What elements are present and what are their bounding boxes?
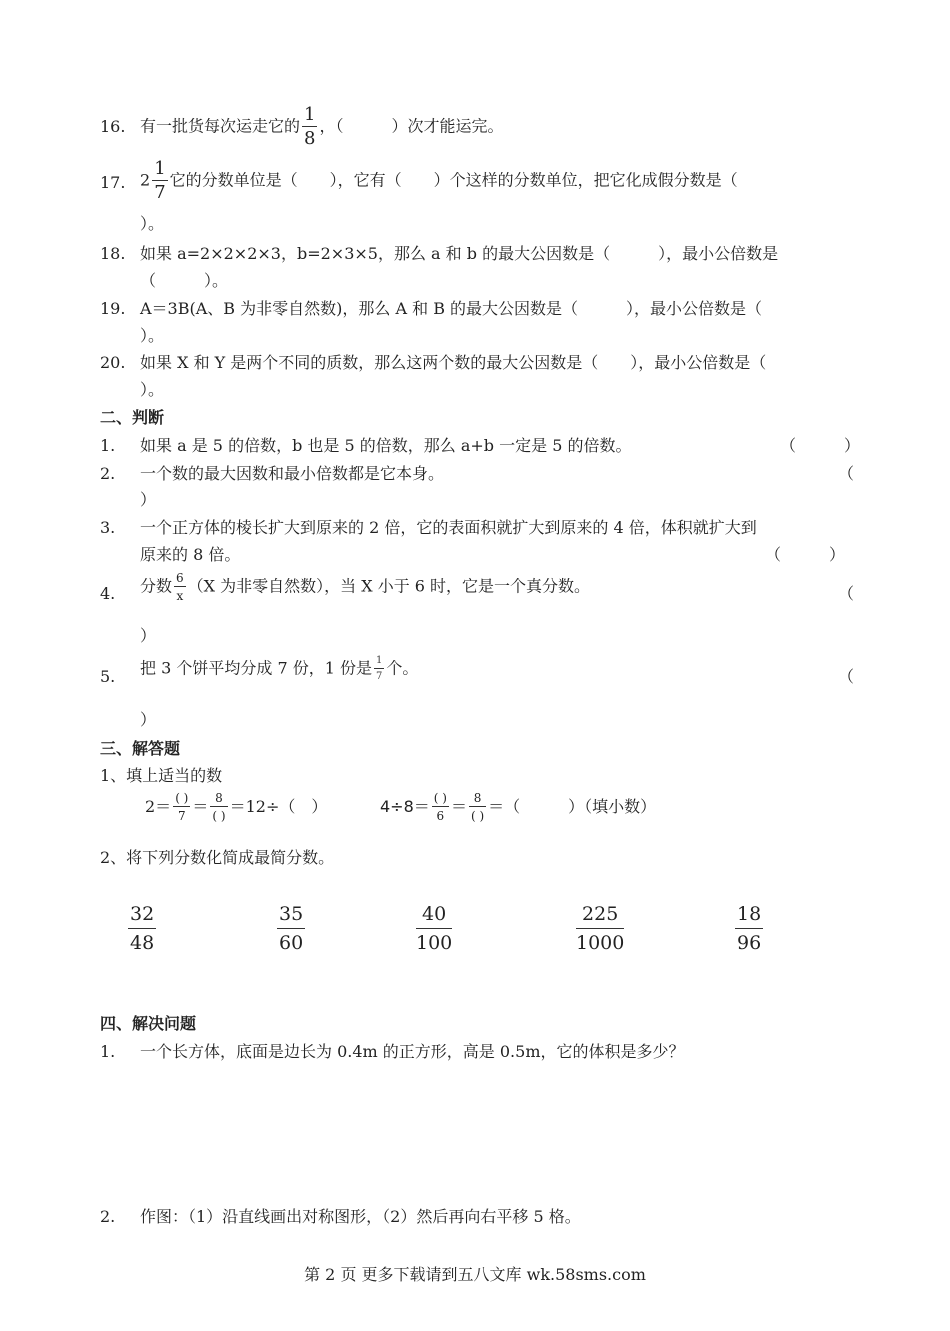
question-wrap: ）。 — [140, 326, 165, 345]
fraction-denominator: 96 — [737, 932, 762, 954]
answer-bracket: （ ） — [765, 545, 846, 564]
fraction — [174, 572, 186, 602]
question-number: 2. — [100, 1207, 116, 1226]
mixed-number-whole: 2 — [140, 170, 151, 190]
fraction-denominator: 60 — [279, 932, 304, 954]
fraction-denominator: ( ) — [212, 809, 226, 823]
fraction-numerator: 18 — [735, 905, 763, 929]
fraction-numerator: 8 — [469, 792, 486, 807]
answer-bracket-open: （ — [838, 584, 855, 603]
fraction-denominator: 7 — [177, 809, 186, 823]
eq-text: ＝12÷（ ） — [229, 797, 328, 816]
judge-question-3: 一个正方体的棱长扩大到原来的 2 倍，它的表面积就扩大到原来的 4 倍，体积就扩大到 — [140, 518, 757, 537]
question-wrap: （ ）。 — [140, 271, 229, 290]
question-number: 4. — [100, 584, 116, 603]
fraction-to-simplify — [735, 905, 763, 953]
answer-bracket-open: （ — [838, 667, 855, 686]
question-wrap: ）。 — [140, 380, 165, 399]
fraction — [432, 792, 449, 822]
fraction-numerator: 1 — [154, 158, 166, 179]
judge-question-2: 一个数的最大因数和最小倍数都是它本身。 — [140, 464, 445, 483]
judge-question-1: 如果 a 是 5 的倍数，b 也是 5 的倍数，那么 a+b 一定是 5 的倍数。 — [140, 436, 632, 455]
fraction-to-simplify — [416, 905, 452, 953]
fraction — [374, 656, 384, 682]
question-text: 有一批货每次运走它的 — [140, 116, 301, 136]
equation-2 — [380, 792, 656, 822]
fraction-to-simplify — [277, 905, 305, 953]
eq-text: 2＝ — [145, 797, 172, 816]
fraction-denominator: 1000 — [576, 932, 625, 954]
fraction-denominator: 8 — [304, 128, 316, 149]
fraction — [152, 160, 167, 202]
fraction-numerator: 1 — [374, 656, 384, 669]
fraction — [210, 792, 227, 822]
fraction-numerator: ( ) — [175, 791, 189, 805]
question-number: 3. — [100, 518, 116, 537]
answer-bracket-close: ） — [140, 626, 157, 645]
section-heading: 二、判断 — [100, 408, 165, 427]
fraction-denominator: x — [176, 589, 184, 603]
fraction — [302, 106, 317, 148]
fraction-numerator: 6 — [176, 571, 184, 585]
fill-question-16 — [140, 106, 503, 148]
fraction-numerator: ( ) — [433, 791, 447, 805]
question-number: 5. — [100, 667, 116, 686]
answer-bracket: （ ） — [780, 436, 861, 455]
fill-question-19: A＝3B(A、B 为非零自然数)，那么 A 和 B 的最大公因数是（ ），最小公倍数是（ — [140, 299, 763, 318]
sub-question-title: 2、将下列分数化简成最简分数。 — [100, 848, 335, 867]
section-heading: 四、解决问题 — [100, 1014, 197, 1033]
question-number: 19. — [100, 299, 126, 318]
question-number: 17. — [100, 173, 126, 192]
question-number: 1. — [100, 1042, 116, 1061]
question-text: 个。 — [386, 658, 419, 678]
question-wrap: 原来的 8 倍。 — [140, 545, 241, 564]
question-number: 1. — [100, 436, 116, 455]
judge-question-5 — [140, 656, 418, 682]
answer-bracket-close: ） — [140, 710, 157, 729]
fraction-numerator: 1 — [304, 104, 316, 125]
question-text: 它的分数单位是（ ），它有（ ）个这样的分数单位，把它化成假分数是（ — [169, 170, 738, 190]
section-heading: 三、解答题 — [100, 739, 181, 758]
judge-question-4 — [140, 572, 590, 602]
question-number: 16. — [100, 117, 126, 136]
question-number: 20. — [100, 353, 126, 372]
problem-question-1: 一个长方体，底面是边长为 0.4m 的正方形，高是 0.5m，它的体积是多少？ — [140, 1042, 685, 1061]
fraction-to-simplify — [128, 905, 156, 953]
page-footer: 第 2 页 更多下载请到五八文库 wk.58sms.com — [304, 1265, 646, 1284]
fraction — [173, 792, 190, 822]
fraction-numerator: 8 — [210, 792, 227, 807]
fraction-numerator: 32 — [128, 905, 156, 929]
fraction-denominator: 7 — [375, 671, 383, 682]
sub-question-title: 1、填上适当的数 — [100, 766, 223, 785]
answer-bracket-close: ） — [140, 490, 157, 509]
fraction-denominator: 48 — [130, 932, 155, 954]
eq-text: ＝ — [450, 797, 467, 816]
fraction-numerator: 40 — [416, 905, 452, 929]
question-text: （X 为非零自然数），当 X 小于 6 时，它是一个真分数。 — [187, 576, 591, 596]
eq-text: ＝（ ）（填小数） — [488, 797, 657, 816]
fraction-denominator: 7 — [154, 182, 166, 203]
fraction-denominator: 6 — [436, 809, 445, 823]
eq-text: 4÷8＝ — [380, 797, 430, 816]
question-number: 18. — [100, 244, 126, 263]
question-number: 2. — [100, 464, 116, 483]
question-wrap: ）。 — [140, 214, 165, 233]
fraction-denominator: ( ) — [470, 809, 485, 823]
fraction — [469, 792, 486, 822]
fraction-numerator: 35 — [277, 905, 305, 929]
fill-question-18: 如果 a=2×2×2×3，b=2×3×5，那么 a 和 b 的最大公因数是（ ），最小公倍数是 — [140, 244, 779, 263]
eq-text: ＝ — [192, 797, 209, 816]
problem-question-2: 作图：（1）沿直线画出对称图形，（2）然后再向右平移 5 格。 — [140, 1207, 581, 1226]
fraction-denominator: 100 — [416, 932, 453, 954]
answer-bracket-open: （ — [838, 464, 855, 483]
fill-question-17 — [140, 160, 738, 202]
equation-1 — [145, 792, 327, 822]
question-text: 把 3 个饼平均分成 7 份，1 份是 — [140, 658, 372, 678]
fraction-numerator: 225 — [576, 905, 624, 929]
question-text: 分数 — [140, 576, 173, 596]
fill-question-20: 如果 X 和 Y 是两个不同的质数，那么这两个数的最大公因数是（ ），最小公倍数是（ — [140, 353, 767, 372]
fraction-to-simplify — [576, 905, 624, 953]
question-text: ，（ ）次才能运完。 — [319, 116, 504, 136]
